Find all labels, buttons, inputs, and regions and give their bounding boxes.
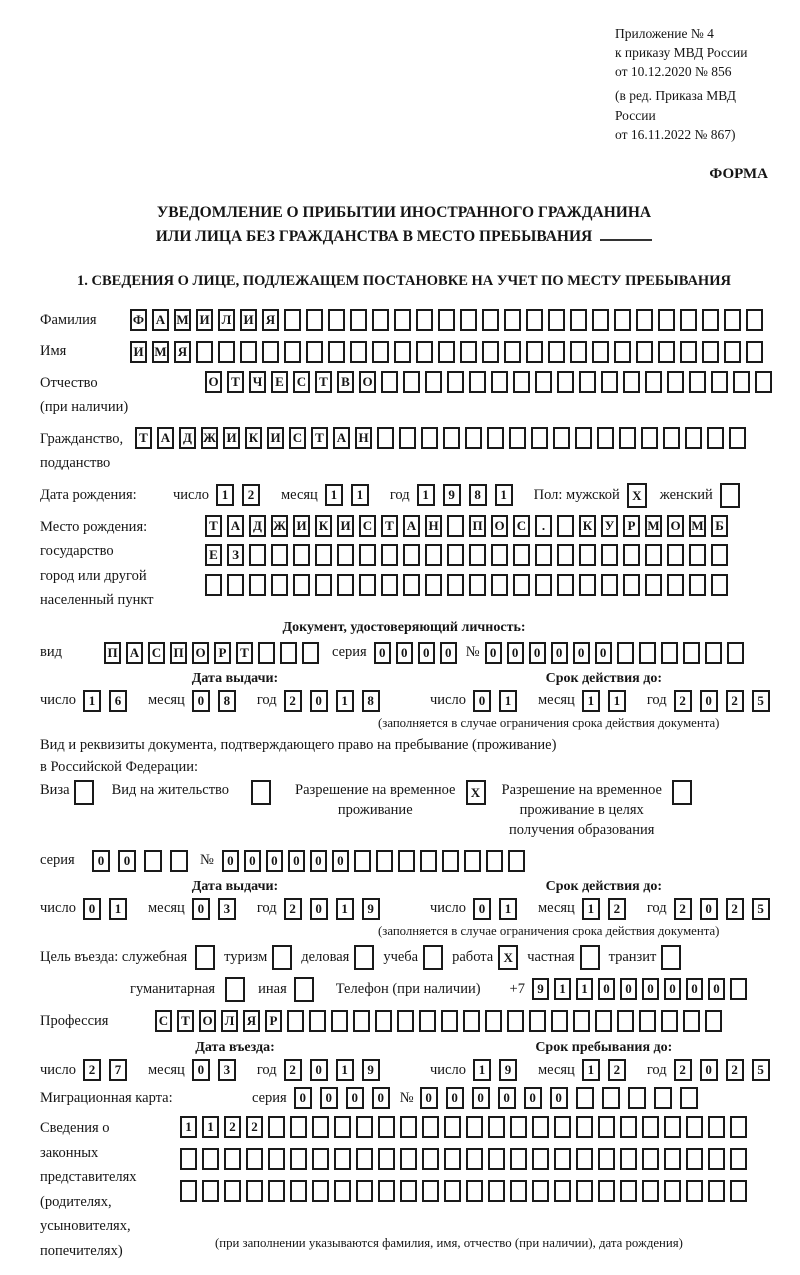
iddoc-kind-label: вид (40, 644, 62, 661)
residence-label: Вид на жительство (111, 781, 230, 798)
place-blank-line (600, 227, 652, 241)
iddoc-issued-day: 1 6 (83, 690, 135, 712)
patronymic-label: Отчество (при наличии) (40, 374, 129, 416)
iddoc-heading: Документ, удостоверяющий личность: (282, 619, 526, 635)
permit-intro-line2: в Российской Федерации: (40, 758, 199, 775)
iddoc-issued-year: 2 0 1 8 (284, 690, 388, 712)
birth-month-cells: 1 1 (325, 484, 377, 506)
permit-valid-year: 2 0 2 5 (674, 898, 778, 920)
stay-day: 1 9 (473, 1059, 525, 1081)
entry-month: 0 3 (192, 1059, 244, 1081)
purpose-other-checkbox (294, 977, 314, 1002)
permit-edu (502, 780, 692, 840)
permit-issued-col: Дата выдачи: число 0 1 месяц 0 3 год 2 0 1 9 (40, 879, 430, 939)
birthplace-cells (205, 515, 768, 604)
representatives-row (40, 1116, 768, 1263)
purpose-humanitarian-checkbox (225, 977, 245, 1002)
citizenship-row (40, 427, 768, 476)
representatives-note: (при заполнении указываются фамилия, имя, отчество (при наличии), дата рождения) (215, 1235, 683, 1250)
birthplace-row3-cells (205, 574, 733, 596)
citizenship-label: Гражданство, подданство (40, 430, 124, 472)
migcard-series-cells: 0 0 0 0 (294, 1087, 398, 1109)
stay-year: 2 0 2 5 (674, 1059, 778, 1081)
entry-date-heading: Дата въезда: (195, 1040, 275, 1056)
appendix-line: от 10.12.2020 № 856 (615, 64, 732, 80)
purpose-row (40, 945, 768, 970)
permit-valid-month: 1 2 (582, 898, 634, 920)
birthplace-row2-cells: Е З (205, 544, 733, 566)
temp-permit-checkbox: X (466, 780, 486, 805)
iddoc-number-cells: 0 0 0 0 0 0 (485, 642, 749, 664)
purpose-item-label: учеба (383, 948, 419, 965)
stay-until-col: Срок пребывания до: число 1 9 месяц 1 2 год 2 0 2 5 (430, 1040, 778, 1081)
permit-issued-year: 2 0 1 9 (284, 898, 388, 920)
purpose-study-checkbox (423, 945, 443, 970)
permit-issued-heading: Дата выдачи: (191, 878, 279, 894)
patronymic-row (40, 371, 768, 420)
birthdate-row (40, 483, 768, 508)
permit-visa (40, 780, 94, 805)
permit-valid-heading: Срок действия до: (545, 878, 662, 894)
permit-series-row (40, 850, 768, 872)
entry-date-col: Дата въезда: число 2 7 месяц 0 3 год 2 0 1 9 (40, 1040, 430, 1081)
profession-label: Профессия (40, 1012, 109, 1029)
birthplace-row1-cells: Т А Д Ж И К И С Т А Н П О С . К У Р М О М Б (205, 515, 733, 537)
representatives-cells (180, 1116, 768, 1251)
phone-label: Телефон (при наличии) (335, 980, 481, 997)
sex-female-label: женский (659, 486, 713, 503)
purpose-work-checkbox: X (498, 945, 518, 970)
migcard-row (40, 1087, 768, 1109)
migcard-label: Миграционная карта: (40, 1089, 173, 1106)
iddoc-kind-row (40, 642, 768, 664)
sex-male-checkbox: X (627, 483, 647, 508)
iddoc-series-label: серия (332, 644, 367, 661)
permit-series-label: серия (40, 852, 75, 869)
firstname-label: Имя (40, 343, 67, 360)
iddoc-valid-year: 2 0 2 5 (674, 690, 778, 712)
purpose-other-label: иная (258, 980, 287, 997)
birthdate-label: Дата рождения: (40, 486, 137, 503)
purpose-transit-checkbox (661, 945, 681, 970)
visa-label: Виза (40, 781, 70, 798)
firstname-row (40, 339, 768, 364)
birthplace-row (40, 515, 768, 613)
phone-prefix: +7 (509, 980, 525, 997)
purpose-humanitarian-label: гуманитарная (130, 980, 216, 997)
representatives-row1-cells: 1 1 2 2 (180, 1116, 752, 1138)
appendix-line: Приложение № 4 (615, 26, 714, 41)
profession-cells: С Т О Л Я Р (155, 1010, 727, 1032)
iddoc-valid-note: (заполняется в случае ограничения срока действия документа) (378, 715, 720, 730)
phone-cells: 9 1 1 0 0 0 0 0 0 (532, 978, 752, 1000)
form-title-line2: ИЛИ ЛИЦА БЕЗ ГРАЖДАНСТВА В МЕСТО ПРЕБЫВАНИЯ (40, 225, 768, 249)
firstname-cells: И М Я (130, 341, 768, 363)
purpose-row2 (130, 977, 768, 1002)
purpose-item-label: работа (452, 948, 494, 965)
iddoc-number-label: № (465, 644, 480, 661)
sex-male-label: Пол: мужской (533, 486, 620, 503)
purpose-tourism-checkbox (272, 945, 292, 970)
representatives-row3-cells (180, 1180, 752, 1202)
birthplace-label: Место рождения: государство город или другой населенный пункт (40, 518, 154, 609)
forma-label: ФОРМА (709, 165, 768, 182)
stay-month: 1 2 (582, 1059, 634, 1081)
entry-year: 2 0 1 9 (284, 1059, 388, 1081)
iddoc-kind-cells: П А С П О Р Т (104, 642, 324, 664)
permit-series-cells: 0 0 (92, 850, 196, 872)
surname-label: Фамилия (40, 311, 97, 328)
month-word: месяц (280, 486, 318, 503)
stay-until-heading: Срок пребывания до: (535, 1040, 673, 1056)
migcard-number-label: № (399, 1089, 414, 1106)
visa-checkbox (74, 780, 94, 805)
iddoc-valid-day: 0 1 (473, 690, 525, 712)
iddoc-dates (40, 671, 768, 731)
profession-row (40, 1009, 768, 1034)
iddoc-issued-col: Дата выдачи: число 1 6 месяц 0 8 год 2 0 1 8 (40, 671, 430, 731)
patronymic-cells: О Т Ч Е С Т В О (205, 371, 777, 393)
appendix-line: от 16.11.2022 № 867) (615, 126, 736, 142)
iddoc-valid-col: Срок действия до: число 0 1 месяц 1 1 год 2 0 2 5 (заполняется в случае ограничения срока действия документа) (430, 671, 778, 731)
iddoc-valid-heading: Срок действия до: (545, 670, 662, 686)
year-word: год (389, 486, 410, 503)
permit-issued-day: 0 1 (83, 898, 135, 920)
purpose-item-label: транзит (608, 948, 657, 965)
entry-day: 2 7 (83, 1059, 135, 1081)
purpose-private-checkbox (580, 945, 600, 970)
edu-permit-checkbox (672, 780, 692, 805)
day-word: число (173, 486, 209, 503)
purpose-official-checkbox (195, 945, 215, 970)
entry-dates (40, 1040, 768, 1081)
appendix-line: (в ред. Приказа МВД России (615, 88, 736, 123)
purpose-item-label: туризм (224, 948, 268, 965)
appendix-reference (615, 24, 768, 144)
iddoc-issued-month: 0 8 (192, 690, 244, 712)
appendix-line: к приказу МВД России (615, 45, 748, 61)
permit-valid-day: 0 1 (473, 898, 525, 920)
permit-number-cells: 0 0 0 0 0 0 (222, 850, 530, 872)
iddoc-valid-month: 1 1 (582, 690, 634, 712)
sex-female-checkbox (720, 483, 740, 508)
birth-year-cells: 1 9 8 1 (417, 484, 521, 506)
permit-temp (295, 780, 485, 820)
permit-residence (112, 780, 271, 805)
permit-valid-col: Срок действия до: число 0 1 месяц 1 2 год 2 0 2 5 (заполняется в случае ограничения срока действия документа) (430, 879, 778, 939)
permit-dates (40, 879, 768, 939)
surname-cells: Ф А М И Л И Я (130, 309, 768, 331)
migcard-number-cells: 0 0 0 0 0 0 (420, 1087, 706, 1109)
residence-checkbox (251, 780, 271, 805)
permit-intro-line1: Вид и реквизиты документа, подтверждающего право на пребывание (проживание) (40, 736, 557, 753)
purpose-label: Цель въезда: служебная (40, 948, 188, 965)
surname-row (40, 308, 768, 333)
purpose-item-label: деловая (301, 948, 350, 965)
purpose-business-checkbox (354, 945, 374, 970)
birth-day-cells: 1 2 (216, 484, 268, 506)
section1-heading: 1. СВЕДЕНИЯ О ЛИЦЕ, ПОДЛЕЖАЩЕМ ПОСТАНОВКЕ НА УЧЕТ ПО МЕСТУ ПРЕБЫВАНИЯ (77, 272, 731, 289)
citizenship-cells: Т А Д Ж И К И С Т А Н (135, 427, 751, 449)
temp-permit-label: Разрешение на временное проживание (295, 781, 456, 818)
iddoc-issued-heading: Дата выдачи: (191, 670, 279, 686)
edu-permit-label: Разрешение на временное проживание в целях получения образования (501, 781, 662, 838)
iddoc-series-cells: 0 0 0 0 (374, 642, 462, 664)
permit-issued-month: 0 3 (192, 898, 244, 920)
permit-valid-note: (заполняется в случае ограничения срока действия документа) (378, 923, 720, 938)
form-title (40, 201, 768, 249)
representatives-row2-cells (180, 1148, 752, 1170)
permit-number-label: № (200, 852, 214, 869)
representatives-label: Сведения о законных представителях (родителях, усыновителях, попечителях) (40, 1120, 137, 1259)
purpose-item-label: частная (527, 948, 575, 965)
migcard-series-label: серия (252, 1089, 287, 1106)
form-title-line1: УВЕДОМЛЕНИЕ О ПРИБЫТИИ ИНОСТРАННОГО ГРАЖДАНИНА (156, 203, 652, 221)
permit-type-row (40, 780, 768, 840)
